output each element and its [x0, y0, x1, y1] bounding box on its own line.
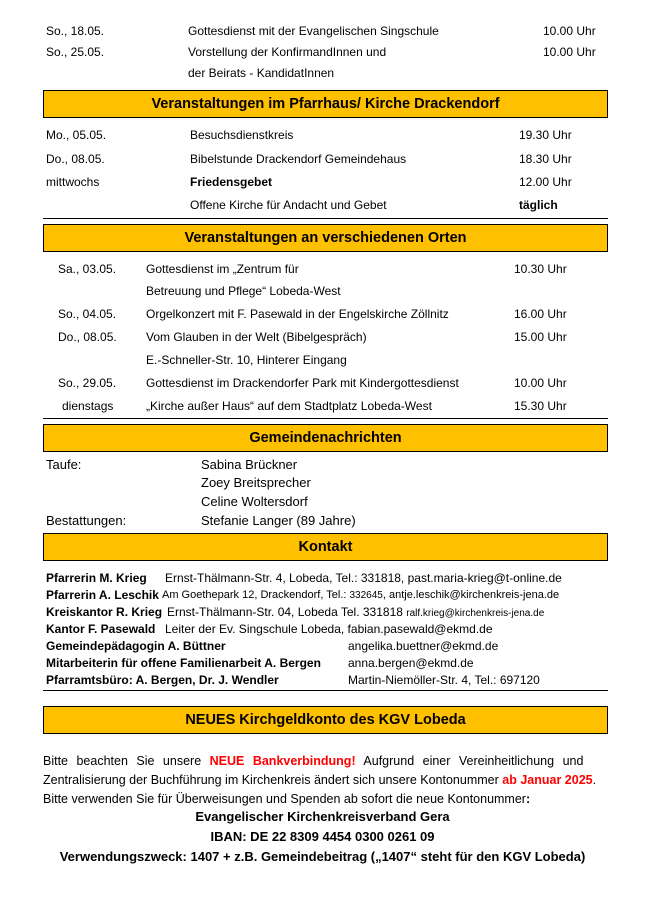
- contact-name: Kantor F. Pasewald: [46, 622, 156, 636]
- contact-name: Gemeindepädagogin A. Büttner: [46, 639, 226, 653]
- section-title: Gemeindenachrichten: [249, 430, 402, 446]
- event-date: So., 29.05.: [58, 376, 117, 390]
- contact-name: Mitarbeiterin für offene Familienarbeit A. Bergen: [46, 656, 321, 670]
- event-time: täglich: [519, 198, 558, 212]
- event-date: So., 18.05.: [46, 24, 105, 38]
- event-time: 18.30 Uhr: [519, 152, 572, 166]
- konto-text: neue Kontonummer: [416, 792, 526, 806]
- bestattungen-name: Stefanie Langer (89 Jahre): [201, 513, 356, 528]
- event-time: 16.00 Uhr: [514, 307, 567, 321]
- section-title: Kontakt: [298, 539, 353, 555]
- konto-paragraph-line: [43, 770, 608, 791]
- event-text: Betreuung und Pflege“ Lobeda-West: [146, 284, 341, 298]
- contact-email: ralf.krieg@kirchenkreis-jena.de: [406, 608, 545, 619]
- contact-address: Ernst-Thälmann-Str. 04, Lobeda Tel. 331818: [167, 605, 407, 619]
- event-time: 10.00 Uhr: [543, 45, 596, 59]
- section-header-gemeinde: [43, 424, 608, 452]
- konto-highlight: NEUE Bankverbindung!: [209, 754, 356, 768]
- konto-text: Aufgrund einer Vereinheitlichung und: [355, 754, 584, 768]
- event-text: Bibelstunde Drackendorf Gemeindehaus: [190, 152, 407, 166]
- event-text: E.-Schneller-Str. 10, Hinterer Eingang: [146, 353, 347, 367]
- contact-info: [162, 589, 559, 601]
- taufe-label: Taufe:: [46, 457, 82, 472]
- event-text: Vom Glauben in der Welt (Bibelgespräch): [146, 330, 367, 344]
- contact-email: , antje.leschik@kirchenkreis-jena.de: [382, 589, 560, 601]
- konto-text: .: [592, 773, 597, 787]
- event-date: Mo., 05.05.: [46, 128, 107, 142]
- event-text: Besuchsdienstkreis: [190, 128, 294, 142]
- section-title: Veranstaltungen im Pfarrhaus/ Kirche Drackendorf: [151, 96, 500, 112]
- event-date: mittwochs: [46, 175, 100, 189]
- konto-text: :: [525, 792, 531, 806]
- event-text: Orgelkonzert mit F. Pasewald in der Engelskirche Zöllnitz: [146, 307, 449, 321]
- section-header-pfarrhaus: [43, 90, 608, 118]
- section-header-orte: [43, 224, 608, 252]
- konto-text: Bitte verwenden Sie für Überweisungen und Spenden ab sofort die: [43, 792, 417, 806]
- event-text: der Beirats - KandidatInnen: [188, 66, 335, 80]
- contact-name: Pfarramtsbüro: A. Bergen, Dr. J. Wendler: [46, 673, 279, 687]
- konto-bank: Evangelischer Kirchenkreisverband Gera: [195, 809, 450, 824]
- contact-address: Am Goethepark 12, Drackendorf, Tel.:: [162, 589, 350, 601]
- section-header-kontakt: [43, 533, 608, 561]
- event-text: Gottesdienst im Drackendorfer Park mit Kindergottesdienst: [146, 376, 459, 390]
- contact-info: angelika.buettner@ekmd.de: [348, 639, 499, 653]
- contact-info: Martin-Niemöller-Str. 4, Tel.: 697120: [348, 673, 540, 687]
- konto-verwendungszweck: Verwendungszweck: 1407 + z.B. Gemeindebeitrag („1407“ steht für den KGV Lobeda): [59, 849, 586, 864]
- taufe-name: Zoey Breitsprecher: [201, 475, 311, 490]
- contact-info: Ernst-Thälmann-Str. 4, Lobeda, Tel.: 331818, past.maria-krieg@t-online.de: [165, 571, 562, 585]
- taufe-name: Celine Woltersdorf: [201, 494, 308, 509]
- event-text: Vorstellung der KonfirmandInnen und: [188, 45, 387, 59]
- event-text: „Kirche außer Haus“ auf dem Stadtplatz Lobeda-West: [146, 399, 432, 413]
- section-header-konto: [43, 706, 608, 734]
- event-text: Gottesdienst mit der Evangelischen Singschule: [188, 24, 439, 38]
- contact-name: Pfarrerin M. Krieg: [46, 571, 147, 585]
- bestattungen-label: Bestattungen:: [46, 513, 127, 528]
- event-date: Do., 08.05.: [58, 330, 117, 344]
- konto-text: Zentralisierung der Buchführung im Kirchenkreis ändert sich unsere Kontonummer: [43, 773, 503, 787]
- event-text: Friedensgebet: [190, 175, 273, 189]
- event-time: 10.00 Uhr: [543, 24, 596, 38]
- konto-text: Bitte beachten Sie unsere: [43, 754, 210, 768]
- section-title: NEUES Kirchgeldkonto des KGV Lobeda: [185, 712, 466, 728]
- event-date: dienstags: [62, 399, 114, 413]
- konto-iban: IBAN: DE 22 8309 4454 0300 0261 09: [210, 829, 435, 844]
- contact-phone: 332645: [349, 590, 383, 601]
- section-title: Veranstaltungen an verschiedenen Orten: [184, 230, 467, 246]
- event-time: 10.00 Uhr: [514, 376, 567, 390]
- contact-name: Pfarrerin A. Leschik: [46, 588, 159, 602]
- contact-info: anna.bergen@ekmd.de: [348, 656, 474, 670]
- divider: [43, 690, 608, 691]
- event-time: 12.00 Uhr: [519, 175, 572, 189]
- divider: [43, 218, 608, 219]
- event-time: 15.30 Uhr: [514, 399, 567, 413]
- contact-name: Kreiskantor R. Krieg: [46, 605, 163, 619]
- event-time: 19.30 Uhr: [519, 128, 572, 142]
- konto-paragraph-line: [43, 789, 608, 810]
- event-text: Offene Kirche für Andacht und Gebet: [190, 198, 387, 212]
- event-date: Sa., 03.05.: [58, 262, 117, 276]
- event-text: Gottesdienst im „Zentrum für: [146, 262, 299, 276]
- event-time: 10.30 Uhr: [514, 262, 567, 276]
- taufe-name: Sabina Brückner: [201, 457, 298, 472]
- event-date: So., 04.05.: [58, 307, 117, 321]
- event-time: 15.00 Uhr: [514, 330, 567, 344]
- konto-highlight: ab Januar 2025: [502, 773, 593, 787]
- divider: [43, 418, 608, 419]
- contact-info: Leiter der Ev. Singschule Lobeda, fabian.pasewald@ekmd.de: [165, 622, 493, 636]
- event-date: So., 25.05.: [46, 45, 105, 59]
- konto-paragraph-line: [43, 751, 608, 772]
- event-date: Do., 08.05.: [46, 152, 105, 166]
- contact-info: [167, 605, 544, 619]
